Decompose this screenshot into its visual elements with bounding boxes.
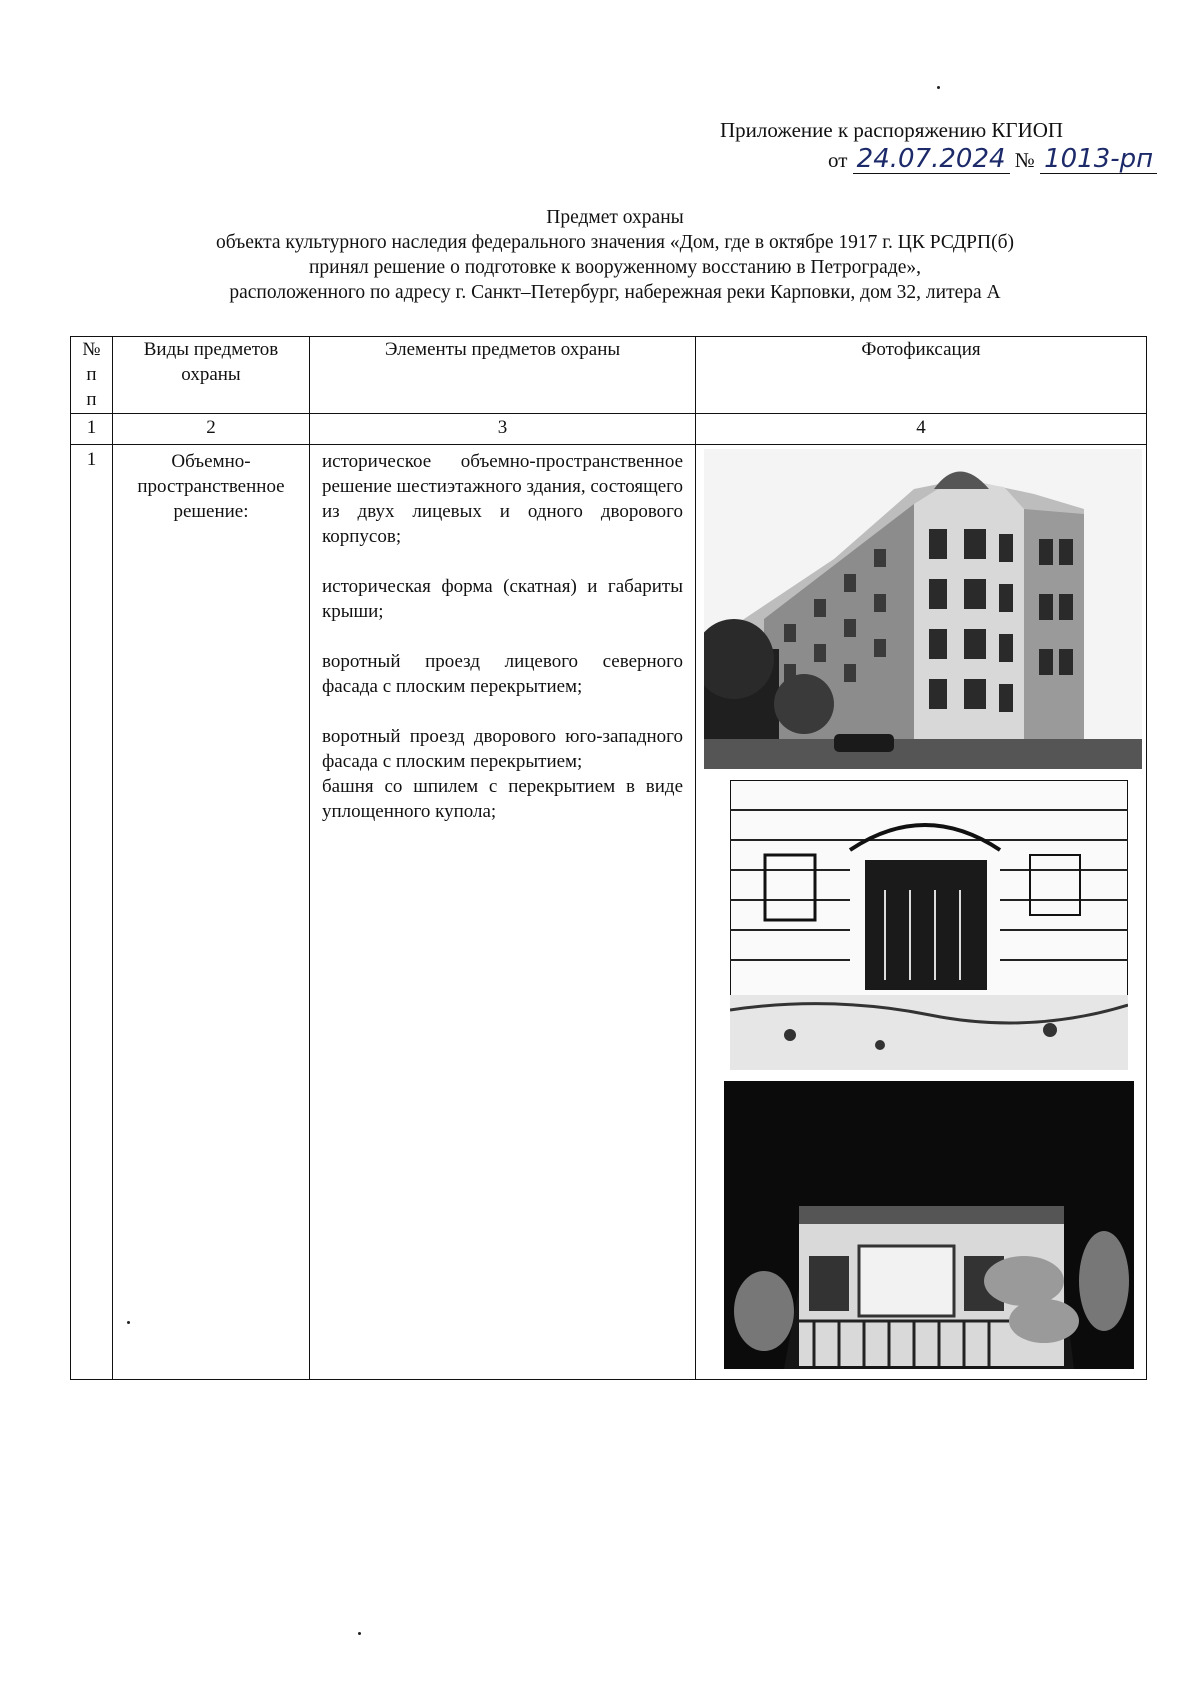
header-number [71,337,113,414]
row-number: 1 [71,445,113,1380]
table-row [71,445,1147,1380]
appendix-reference [720,118,1154,174]
title-line-1: Предмет охраны [546,207,684,228]
header-number-line-1: № [82,339,101,360]
protection-table [70,336,1147,1380]
appendix-title: Приложение к распоряжению КГИОП [720,118,1064,142]
scan-speck [358,1632,361,1635]
header-number-line-3: п [86,389,97,410]
element-item-2: историческая форма (скатная) и габариты крыши; [322,576,683,622]
table-header-row [71,337,1147,414]
title-line-4: расположенного по адресу г. Санкт–Петербург, набережная реки Карповки, дом 32, литера А [229,282,1001,303]
scan-speck [127,1321,130,1324]
row-elements [310,445,696,1380]
document-title [60,205,1170,305]
header-kinds: Виды предметов охраны [113,337,310,414]
column-number-1: 1 [71,414,113,445]
scan-speck [937,86,940,89]
header-photo: Фотофиксация [696,337,1147,414]
column-number-2: 2 [113,414,310,445]
photo-building-facade [704,449,1142,769]
element-item-3: воротный проезд лицевого северного фасада с плоским перекрытием; [322,651,683,697]
column-number-3: 3 [310,414,696,445]
row-kind: Объемно-пространственное решение: [113,445,310,1380]
table-column-numbers-row [71,414,1147,445]
column-number-4: 4 [696,414,1147,445]
element-item-1: историческое объемно-пространственное решение шестиэтажного здания, состоящего из двух лицевых и одного дворового корпусов; [322,451,683,547]
title-line-2: объекта культурного наследия федерального значения «Дом, где в октябре 1917 г. ЦК РСДРП(б) [215,232,1014,253]
row-photos [696,445,1147,1380]
handwritten-number: 1013-рп [1040,145,1157,174]
number-label: № [1014,148,1035,172]
handwritten-date: 24.07.2024 [853,145,1010,174]
from-label: от [828,148,848,172]
element-item-5: башня со шпилем с перекрытием в виде уплощенного купола; [322,776,683,822]
header-elements: Элементы предметов охраны [310,337,696,414]
title-line-3: принял решение о подготовке к вооруженному восстанию в Петрограде», [308,257,922,278]
element-item-4: воротный проезд дворового юго-западного фасада с плоским перекрытием; [322,726,683,772]
appendix-date-number [828,144,1154,174]
header-number-line-2: п [86,364,97,385]
photo-courtyard-gateway [724,1081,1134,1369]
photo-north-gateway [730,780,1128,1070]
